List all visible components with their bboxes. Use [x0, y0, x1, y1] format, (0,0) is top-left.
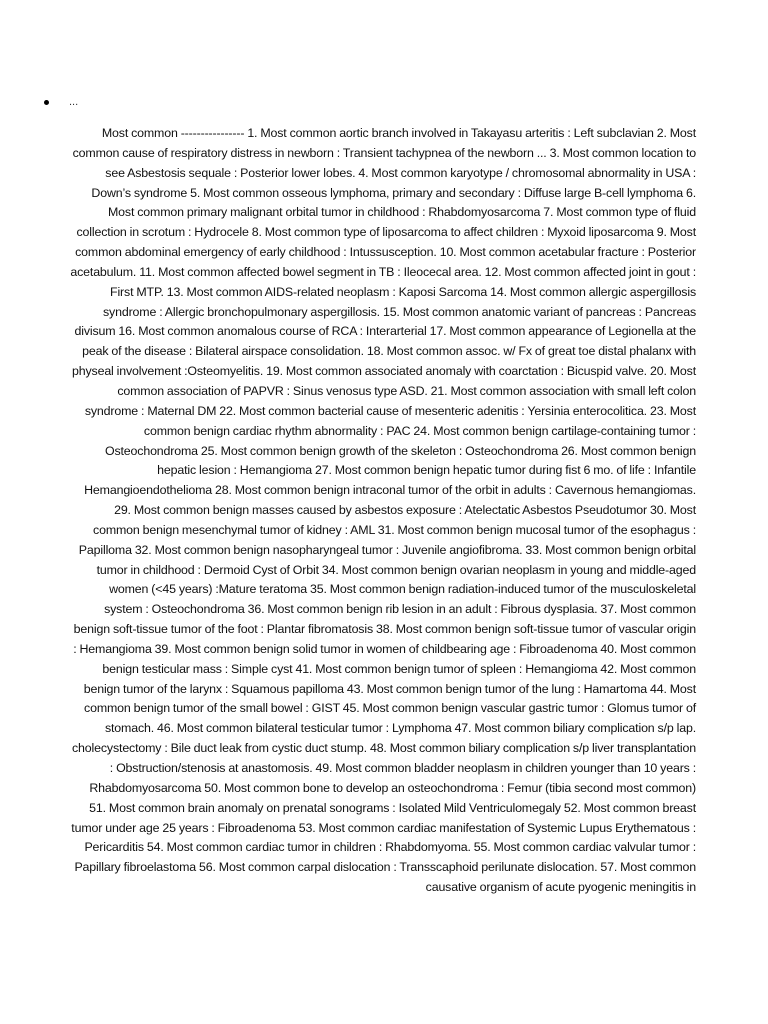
bullet-icon: [44, 100, 49, 105]
bullet-text: ...: [69, 96, 79, 108]
article-body: Most common ---------------- 1. Most common aortic branch involved in Takayasu arteritis : Left subclavian 2. Most common cause of respiratory distress in newborn : Transient tachypnea of the newborn ... 3. Most common location to see Asbestosis sequale : Posterior lower lobes. 4. Most common karyotype / chromosomal abnormality in USA : Down’s syndrome 5. Most common osseous lymphoma, primary and secondary : Diffuse large B-cell lymphoma 6. Most common primary malignant orbital tumor in childhood : Rhabdomyosarcoma 7. Most common type of fluid collection in scrotum : Hydrocele 8. Most common type of liposarcoma to affect children : Myxoid liposarcoma 9. Most common abdominal emergency of early childhood : Intussusception. 10. Most common acetabular fracture : Posterior acetabulum. 11. Most common affected bowel segment in TB : Ileocecal area. 12. Most common affected joint in gout : First MTP. 13. Most common AIDS-related neoplasm : Kaposi Sarcoma 14. Most common allergic aspergillosis syndrome : Allergic bronchopulmonary aspergillosis. 15. Most common anatomic variant of pancreas : Pancreas divisum 16. Most common anomalous course of RCA : Interarterial 17. Most common appearance of Legionella at the peak of the disease : Bilateral airspace consolidation. 18. Most common assoc. w/ Fx of great toe distal phalanx with physeal involvement :Osteomyelitis. 19. Most common associated anomaly with coarctation : Bicuspid valve. 20. Most common association of PAPVR : Sinus venosus type ASD. 21. Most common association with small left colon syndrome : Maternal DM 22. Most common bacterial cause of mesenteric adenitis : Yersinia enterocolitica. 23. Most common benign cardiac rhythm abnormality : PAC 24. Most common benign cartilage-containing tumor : Osteochondroma 25. Most common benign growth of the skeleton : Osteochondroma 26. Most common benign hepatic lesion : Hemangioma 27. Most common benign hepatic tumor during fist 6 mo. of life : Infantile Hemangioendothelioma 28. Most common benign intraconal tumor of the orbit in adults : Cavernous hemangiomas. 29. Most common benign masses caused by asbestos exposure : Atelectatic Asbestos Pseudotumor 30. Most common benign mesenchymal tumor of kidney : AML 31. Most common benign mucosal tumor of the esophagus : Papilloma 32. Most common benign nasopharyngeal tumor : Juvenile angiofibroma. 33. Most common benign orbital tumor in childhood : Dermoid Cyst of Orbit 34. Most common benign ovarian neoplasm in young and middle-aged women (<45 years) :Mature teratoma 35. Most common benign radiation-induced tumor of the musculoskeletal system : Osteochondroma 36. Most common benign rib lesion in an adult : Fibrous dysplasia. 37. Most common benign soft-tissue tumor of the foot : Plantar fibromatosis 38. Most common benign soft-tissue tumor of vascular origin : Hemangioma 39. Most common benign solid tumor in women of childbearing age : Fibroadenoma 40. Most common benign testicular mass : Simple cyst 41. Most common benign tumor of spleen : Hemangioma 42. Most common benign tumor of the larynx : Squamous papilloma 43. Most common benign tumor of the lung : Hamartoma 44. Most common benign tumor of the small bowel : GIST 45. Most common benign vascular gastric tumor : Glomus tumor of stomach. 46. Most common bilateral testicular tumor : Lymphoma 47. Most common biliary complication s/p lap. cholecystectomy : Bile duct leak from cystic duct stump. 48. Most common biliary complication s/p liver transplantation : Obstruction/stenosis at anastomosis. 49. Most common bladder neoplasm in children younger than 10 years : Rhabdomyosarcoma 50. Most common bone to develop an osteochondroma : Femur (tibia second most common) 51. Most common brain anomaly on prenatal sonograms : Isolated Mild Ventriculomegaly 52. Most common breast tumor under age 25 years : Fibroadenoma 53. Most common cardiac manifestation of Systemic Lupus Erythematous : Pericarditis 54. Most common cardiac tumor in children : Rhabdomyoma. 55. Most common cardiac valvular tumor : Papillary fibroelastoma 56. Most common carpal dislocation : Transscaphoid perilunate dislocation. 57. Most common causative organism of acute pyogenic meningitis in: [70, 126, 696, 895]
list-item: [44, 92, 78, 112]
